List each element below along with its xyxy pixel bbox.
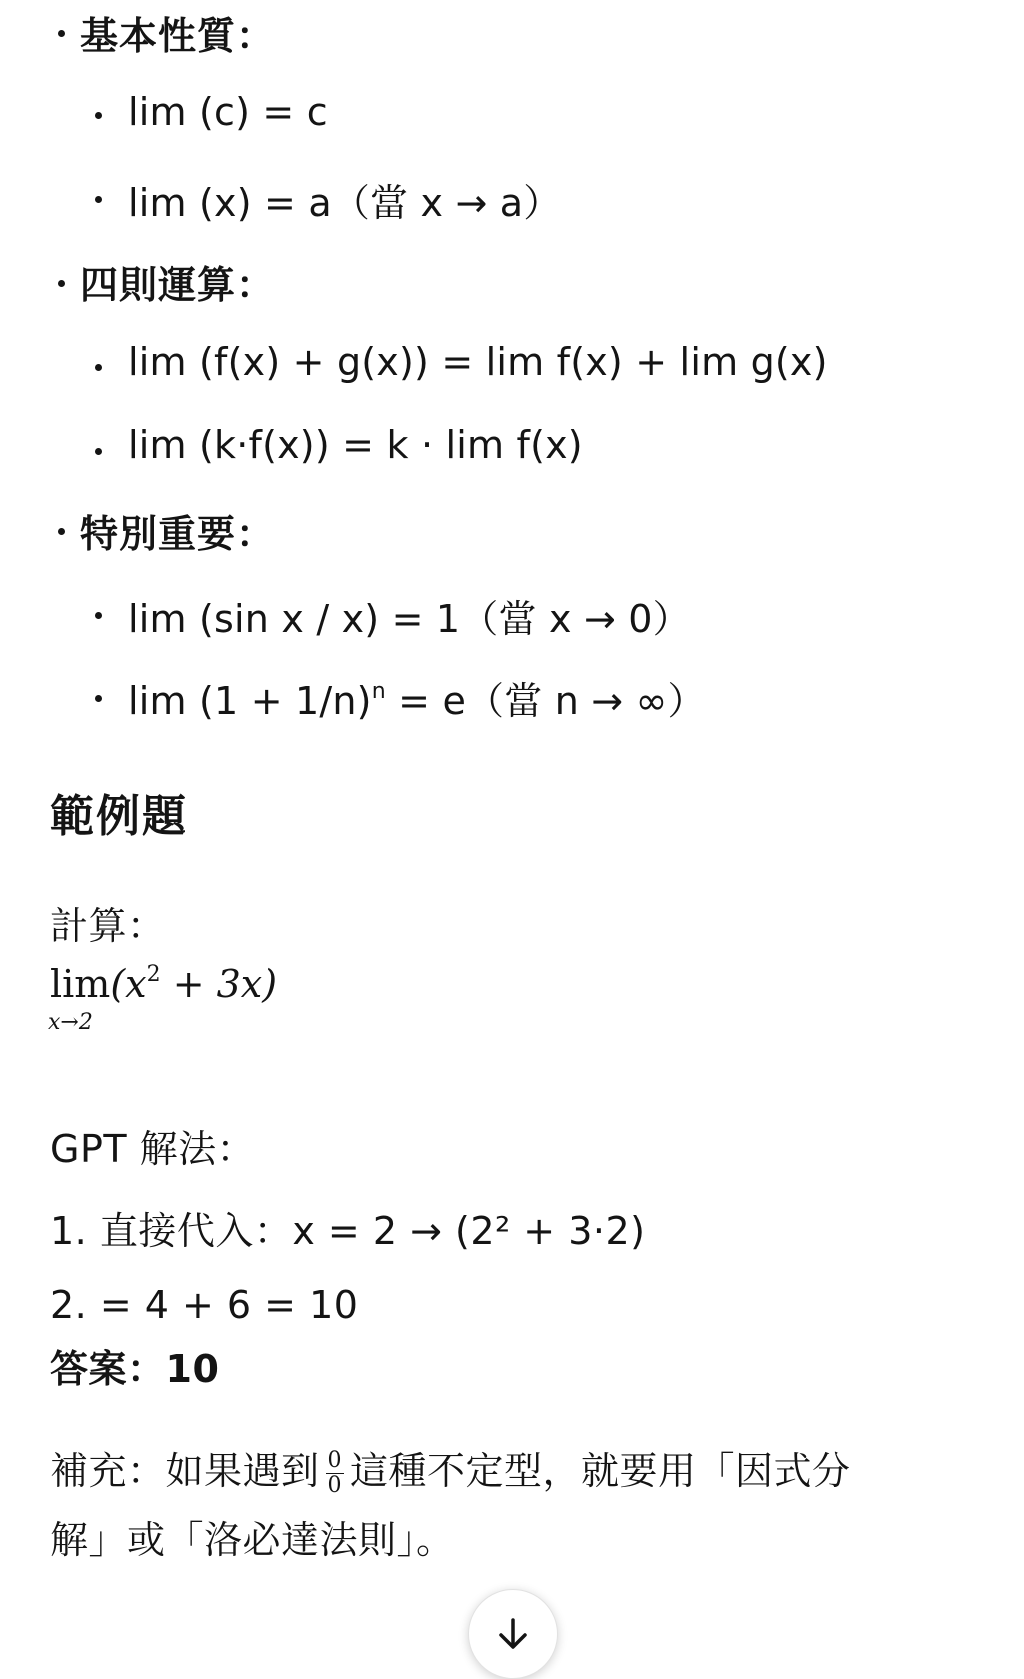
scroll-to-bottom-button[interactable] — [468, 1589, 558, 1679]
list-item — [128, 670, 706, 725]
note-line-1 — [50, 1440, 851, 1498]
zero-over-zero-fraction — [326, 1449, 345, 1498]
note-rest: 這種不定型，就要用「因式分 — [350, 1449, 851, 1493]
heading-basic-properties: 基本性質： — [80, 14, 276, 58]
bullet — [95, 695, 102, 702]
note-prefix: 補充：如果遇到 — [50, 1449, 320, 1493]
section-title-example: 範例題 — [50, 791, 188, 842]
bullet — [95, 448, 102, 455]
list-item: lim (f(x) + g(x)) = lim f(x) + lim g(x) — [128, 340, 828, 384]
arrow-down-icon — [493, 1614, 533, 1654]
list-item: lim (k·f(x)) = k · lim f(x) — [128, 423, 583, 467]
note-line-2: 解」或「洛必達法則」。 — [50, 1518, 455, 1562]
fraction-denominator: 0 — [327, 1473, 343, 1498]
expr-rest: + 3x) — [160, 962, 278, 1006]
answer-label: 答案： — [50, 1347, 166, 1391]
heading-important: 特別重要： — [80, 512, 276, 556]
limit-base: lim (1 + 1/n) — [128, 679, 372, 723]
bullet — [95, 112, 102, 119]
example-prompt: 計算： — [50, 904, 166, 948]
list-item: lim (sin x / x) = 1（當 x → 0） — [128, 597, 691, 641]
list-item: lim (c) = c — [128, 90, 328, 134]
bullet — [95, 364, 102, 371]
limit-expression — [50, 962, 277, 1006]
heading-arithmetic: 四則運算： — [80, 263, 276, 307]
fraction-numerator: 0 — [327, 1448, 343, 1473]
bullet — [58, 280, 65, 287]
solution-heading: GPT 解法： — [50, 1127, 256, 1171]
answer-value: 10 — [165, 1347, 220, 1391]
lim-word: lim — [50, 962, 111, 1006]
solution-step: 1. 直接代入：x = 2 → (2² + 3·2) — [50, 1209, 646, 1253]
list-item: lim (x) = a（當 x → a） — [128, 181, 562, 225]
expr-exponent: 2 — [146, 962, 161, 987]
expr-open: (x — [110, 962, 147, 1006]
bullet — [58, 528, 65, 535]
limit-rest: = e（當 n → ∞） — [385, 679, 706, 723]
answer-line — [50, 1338, 219, 1393]
bullet — [95, 196, 102, 203]
bullet — [95, 612, 102, 619]
limit-subscript: x→2 — [48, 1010, 93, 1035]
limit-exponent: n — [371, 679, 386, 704]
bullet — [58, 30, 65, 37]
solution-step: 2. = 4 + 6 = 10 — [50, 1283, 359, 1327]
